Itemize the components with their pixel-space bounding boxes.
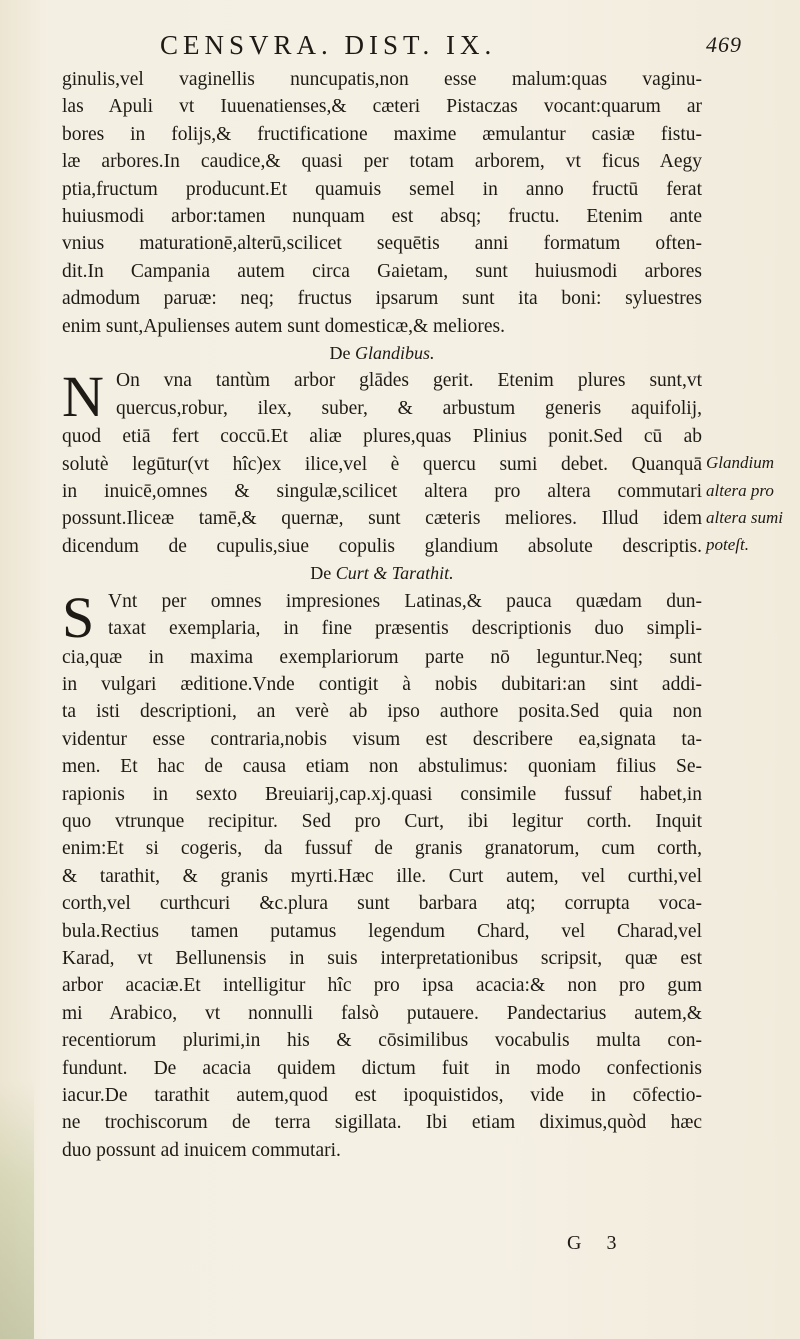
paragraph-pistacia	[62, 66, 702, 340]
heading-prefix: De	[310, 563, 336, 584]
text-line: enim:Et si cogeris, da fussuf de granis granatorum, cum corth,	[62, 838, 702, 860]
text-line: On vna tantùm arbor glādes gerit. Etenim plures sunt,vt	[116, 370, 702, 392]
heading-prefix: De	[329, 342, 355, 363]
text-line: bores in folijs,& fructificatione maxime æmulantur casiæ fistu-	[62, 123, 702, 145]
drop-capital: N	[62, 364, 104, 430]
text-line: corth,vel curthcuri &c.plura sunt barbara atq; corrupta voca-	[62, 893, 702, 915]
text-line: recentiorum plurimi,in his & cōsimilibus vocabulis multa con-	[62, 1030, 702, 1052]
page-header	[160, 30, 760, 70]
heading-title: Glandibus.	[354, 342, 435, 363]
section-heading-curt-tarathit	[62, 560, 702, 587]
text-line: men. Et hac de causa etiam non abstulimus: quoniam filius Se-	[62, 756, 702, 778]
text-line: quod etiā fert coccū.Et aliæ plures,quas Plinius ponit.Sed cū ab	[62, 426, 702, 448]
text-line: ptia,fructum producunt.Et quamuis semel in anno fructū ferat	[62, 178, 702, 200]
text-line: quo vtrunque recipitur. Sed pro Curt, ibi legitur corth. Inquit	[62, 810, 702, 832]
text-line: fundunt. De acacia quidem dictum fuit in modo confectionis	[62, 1057, 702, 1079]
margin-note: poteſt.	[706, 535, 749, 554]
text-line: Karad, vt Bellunensis in suis interpretationibus scripsit, quæ est	[62, 947, 702, 969]
margin-note: altera pro	[706, 481, 774, 500]
margin-note: Glandium	[706, 453, 774, 472]
text-line: las Apuli vt Iuuenatienses,& cæteri Pistaczas vocant:quarum ar	[62, 96, 702, 118]
text-line: cia,quæ in maxima exemplariorum parte nō leguntur.Neq; sunt	[62, 646, 702, 668]
text-line: taxat exemplaria, in fine præsentis descriptionis duo simpli-	[108, 618, 702, 640]
paragraph-curt-tarathit	[62, 584, 702, 1164]
text-line: ta isti descriptioni, an verè ab ipso authore posita.Sed quia non	[62, 701, 702, 723]
text-line: admodum paruæ: neq; fructus ipsarum sunt ita boni: syluestres	[62, 288, 702, 310]
text-line: in inuicē,omnes & singulæ,scilicet altera pro altera commutari	[62, 481, 702, 503]
text-line: dit.In Campania autem circa Gaietam, sunt huiusmodi arbores	[62, 260, 702, 282]
text-line: iacur.De tarathit autem,quod est ipoquistidos, vide in cōfectio-	[62, 1084, 702, 1106]
text-line: ginulis,vel vaginellis nuncupatis,non esse malum:quas vaginu-	[62, 69, 702, 90]
text-line: rapionis in sexto Breuiarij,cap.xj.quasi consimile fussuf habet,in	[62, 783, 702, 805]
signature-mark: G 3	[567, 1232, 627, 1254]
text-line: possunt.Iliceæ tamē,& quernæ, sunt cæteris meliores. Illud idem	[62, 508, 702, 530]
text-line: vnius maturationē,alterū,scilicet sequētis anni formatum often-	[62, 233, 702, 255]
text-line: bula.Rectius tamen putamus legendum Chard, vel Charad,vel	[62, 920, 702, 942]
text-block	[62, 66, 702, 1164]
text-line: solutè legūtur(vt hîc)ex ilice,vel è quercu sumi debet. Quanquā	[62, 453, 702, 475]
text-line: quercus,robur, ilex, suber, & arbustum generis aquifolij,	[116, 397, 702, 419]
section-heading-glandibus	[62, 340, 702, 367]
text-line: & tarathit, & granis myrti.Hæc ille. Curt autem, vel curthi,vel	[62, 865, 702, 887]
text-line: videntur esse contraria,nobis visum est describere ea,signata ta-	[62, 728, 702, 750]
page-stain	[0, 1080, 34, 1339]
text-line: mi Arabico, vt nonnulli falsò putauere. Pandectarius autem,&	[62, 1002, 702, 1024]
text-line: enim sunt,Apulienses autem sunt domesticæ,& meliores.	[62, 315, 506, 337]
running-title: CENSVRA. DIST. IX.	[160, 30, 497, 60]
text-line: Vnt per omnes impresiones Latinas,& pauca quædam dun-	[108, 590, 702, 612]
text-line: duo possunt ad inuicem commutari.	[62, 1139, 341, 1161]
text-line: dicendum de cupulis,siue copulis glandium absolute descriptis.	[62, 535, 702, 557]
paragraph-glandibus	[62, 364, 702, 560]
text-line: læ arbores.In caudice,& quasi per totam arborem, vt ficus Aegy	[62, 151, 702, 173]
text-line: huiusmodi arbor:tamen nunquam est absq; fructu. Etenim ante	[62, 205, 702, 227]
text-line: arbor acaciæ.Et intelligitur hîc pro ipsa acacia:& non pro gum	[62, 975, 702, 997]
text-line: ne trochiscorum de terra sigillata. Ibi etiam diximus,quòd hæc	[62, 1112, 702, 1134]
heading-title: Curt & Tarathit.	[335, 563, 454, 584]
drop-capital: S	[62, 584, 95, 650]
folio-number: 469	[706, 32, 742, 57]
margin-note: altera sumi	[706, 508, 783, 527]
text-line: in vulgari æditione.Vnde contigit à nobis dubitari:an sint addi-	[62, 674, 702, 696]
